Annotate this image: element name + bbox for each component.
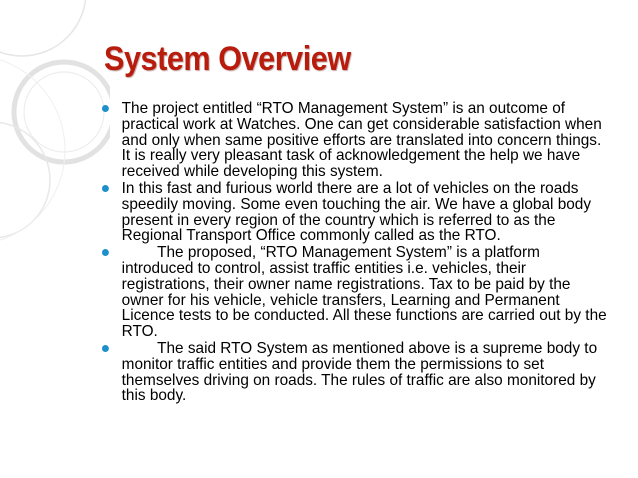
bullet-dot-icon	[102, 345, 109, 352]
bullet-text: The proposed, “RTO Management System” is a platform introduced to control, assist traffic entities i.e. vehicles, their registrations, their owner name registrations. Tax to be paid by the owner for his vehicle, vehicle transfers, Learning and Permanent Licence tests to be conducted. All these functions are carried out by the RTO.	[121, 244, 607, 341]
bullet-text: The project entitled “RTO Management System” is an outcome of practical work at Watches. One can get considerable satisfaction when and only when same positive efforts are translated into concern things. It is really very pleasant task of acknowledgement the help we have received while developing this system.	[121, 100, 602, 181]
bullet-text: In this fast and furious world there are a lot of vehicles on the roads speedily moving. Some even touching the air. We have a global body present in every region of the country which is referred to as the Regional Transport Office commonly called as the RTO.	[121, 179, 592, 245]
slide-title: System Overview	[104, 40, 351, 78]
bullet-dot-icon	[102, 249, 109, 256]
bullet-item	[100, 245, 612, 340]
bullet-item	[100, 181, 612, 244]
decorative-circles-icon	[0, 0, 110, 478]
bullet-list	[100, 101, 620, 405]
bullet-dot-icon	[102, 185, 109, 192]
bullet-dot-icon	[102, 105, 109, 112]
bullet-item	[100, 101, 612, 180]
bullet-text: The said RTO System as mentioned above is a supreme body to monitor traffic entities and provide them the permissions to set themselves driving on roads. The rules of traffic are also monitored by this body.	[121, 339, 598, 405]
bullet-item	[100, 341, 612, 404]
